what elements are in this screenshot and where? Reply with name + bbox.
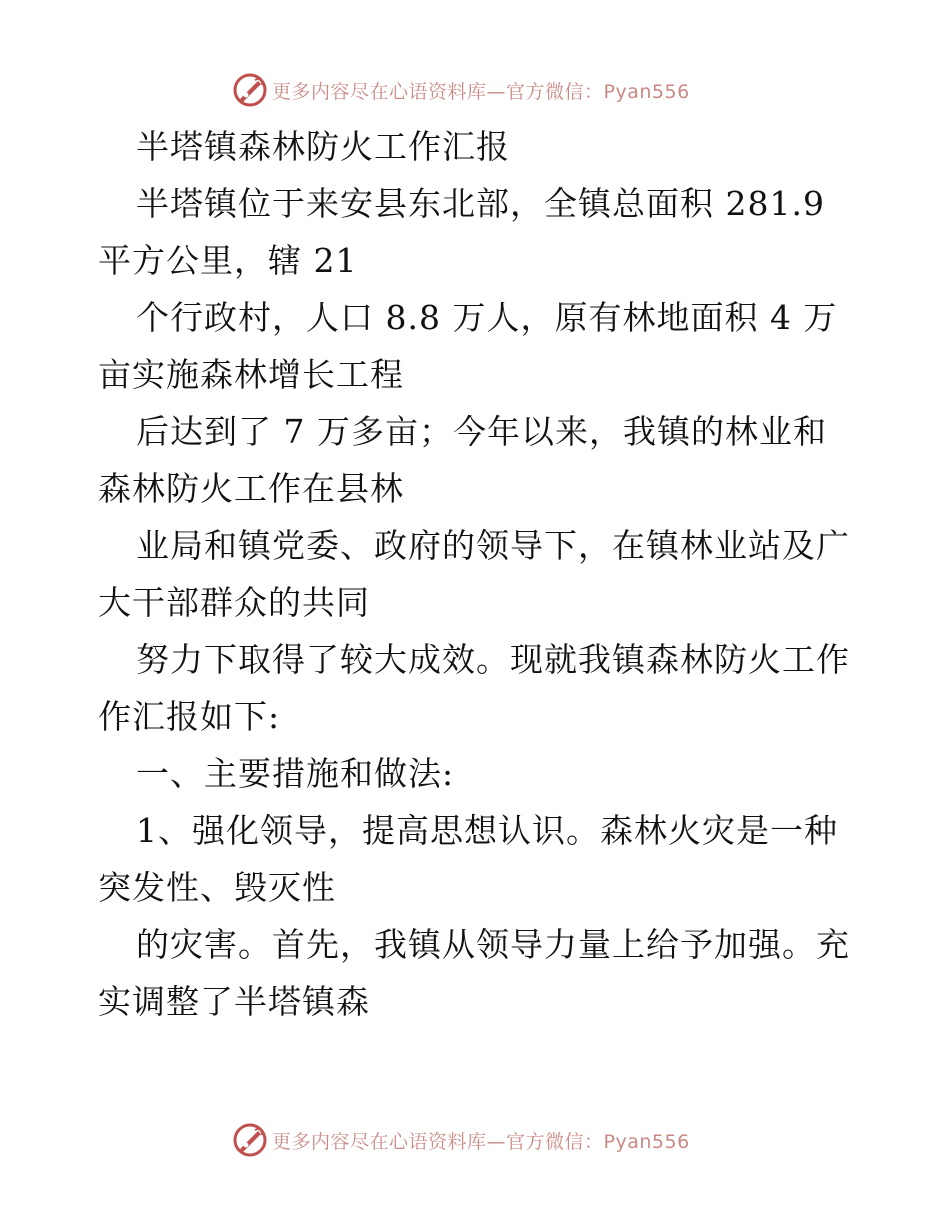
paragraph: 个行政村，人口 8.8 万人，原有林地面积 4 万亩实施森林增长工程 <box>98 298 838 394</box>
paragraph: 后达到了 7 万多亩；今年以来，我镇的林业和森林防火工作在县林 <box>98 412 827 508</box>
paragraph: 半塔镇位于来安县东北部，全镇总面积 281.9 平方公里，辖 21 <box>98 184 825 280</box>
section-heading: 一、主要措施和做法: <box>136 754 455 793</box>
header-banner <box>232 70 690 110</box>
quill-pen-logo-icon <box>232 1122 268 1158</box>
paragraph: 1、强化领导，提高思想认识。森林火灾是一种突发性、毁灭性 <box>98 811 838 907</box>
quill-pen-logo-icon <box>232 72 268 108</box>
document-title: 半塔镇森林防火工作汇报 <box>136 127 510 166</box>
paragraph: 业局和镇党委、政府的领导下，在镇林业站及广大干部群众的共同 <box>98 526 850 622</box>
paragraph: 的灾害。首先，我镇从领导力量上给予加强。充实调整了半塔镇森 <box>98 925 850 1021</box>
paragraph: 努力下取得了较大成效。现就我镇森林防火工作作汇报如下: <box>98 640 850 736</box>
header-banner-text: 更多内容尽在心语资料库—官方微信：Pyan556 <box>272 80 690 103</box>
footer-banner <box>232 1120 690 1160</box>
footer-banner-text: 更多内容尽在心语资料库—官方微信：Pyan556 <box>272 1130 690 1153</box>
document-body <box>98 118 858 1030</box>
